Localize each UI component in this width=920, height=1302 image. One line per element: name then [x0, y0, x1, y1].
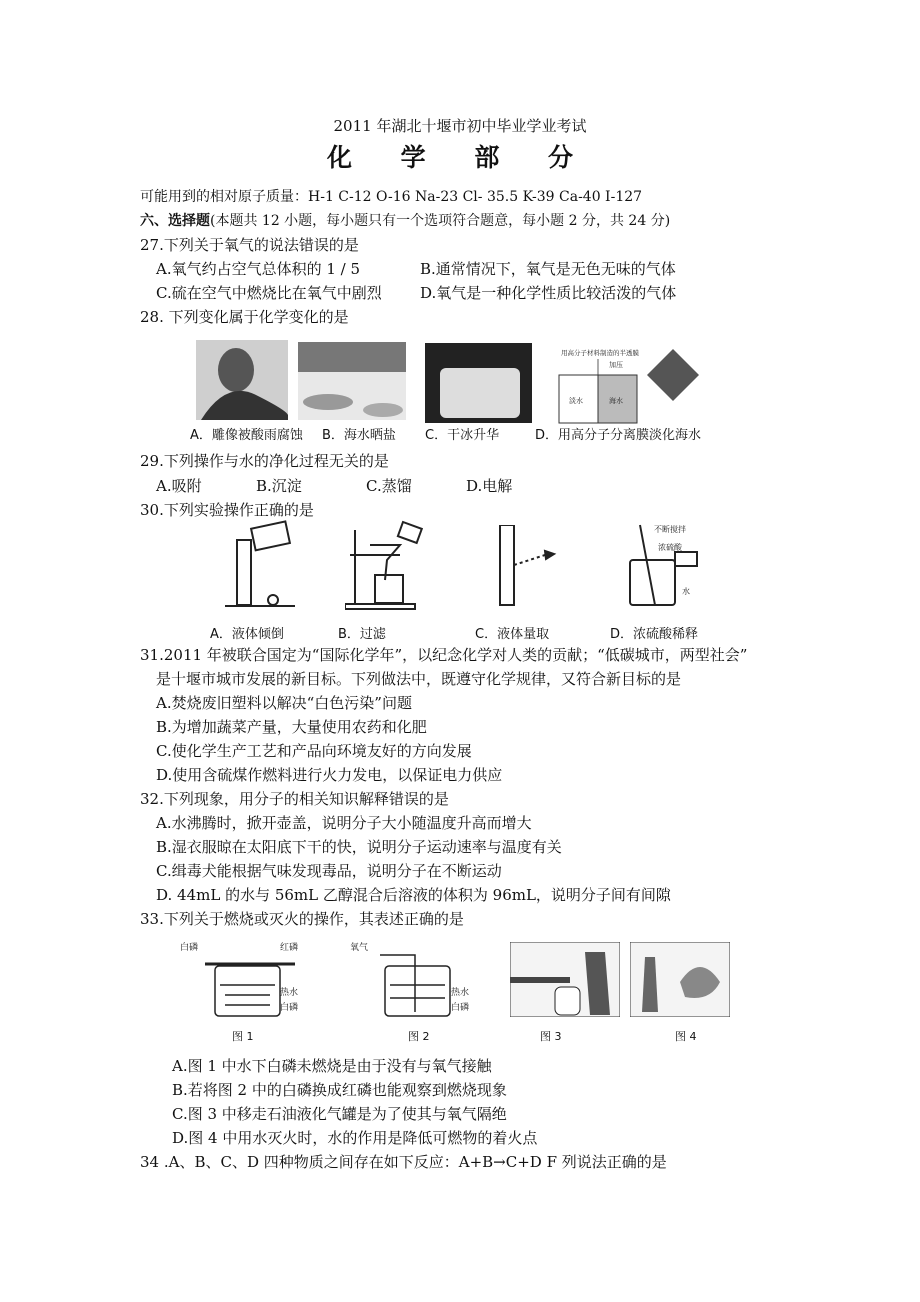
q27-option-b: B.通常情况下，氧气是无色无味的气体	[420, 260, 676, 278]
q32-option-a: A.水沸腾时，掀开壶盖，说明分子大小随温度升高而增大	[156, 814, 532, 832]
figure3-caption: 图 3	[540, 1030, 562, 1043]
figure4-caption: 图 4	[675, 1030, 697, 1043]
pouring-image	[225, 520, 295, 610]
membrane-label: 用高分子材料制造的半透膜	[561, 349, 639, 357]
q30-option-a: A．液体倾倒	[210, 627, 284, 642]
section-label: 六、选择题	[140, 213, 210, 229]
water-label: 水	[682, 587, 690, 596]
q27-option-a: A.氧气约占空气总体积的 1 / 5	[156, 260, 361, 278]
section-subtitle: 化 学 部 分	[326, 143, 594, 172]
exam-title: 2011 年湖北十堰市初中毕业学业考试	[333, 117, 587, 135]
figure1-beaker	[180, 940, 310, 1020]
q31-option-a: A.焚烧废旧塑料以解决“白色污染”问题	[156, 694, 412, 712]
stir-label: 不断搅拌	[654, 525, 686, 534]
membrane-image	[555, 343, 705, 425]
white-p-label-2: 白磷	[280, 1003, 299, 1013]
hot-water-label: 热水	[280, 988, 299, 998]
q27-option-d: D.氧气是一种化学性质比较活泼的气体	[420, 284, 677, 302]
q28-option-d: D．用高分子分离膜淡化海水	[535, 428, 702, 443]
q33-option-d: D.图 4 中用水灭火时，水的作用是降低可燃物的着火点	[172, 1129, 538, 1147]
q28-option-c: C．干冰升华	[425, 428, 500, 443]
white-p-label: 白磷	[180, 943, 199, 953]
figure3-kitchen	[510, 942, 620, 1017]
q34-stem: 34 .A、B、C、D 四种物质之间存在如下反应：A+B→C+D F 列说法正确的是	[140, 1153, 667, 1171]
q32-stem: 32.下列现象，用分子的相关知识解释错误的是	[140, 790, 449, 808]
oxygen-label: 氧气	[350, 943, 369, 953]
q30-option-c: C．液体量取	[475, 627, 550, 642]
q31-option-c: C.使化学生产工艺和产品向环境友好的方向发展	[156, 742, 472, 760]
q30-option-d: D．浓硫酸稀释	[610, 627, 699, 642]
q29-option-d: D.电解	[466, 477, 513, 495]
section-heading	[140, 211, 670, 231]
q30-option-b: B．过滤	[338, 627, 386, 642]
q27-stem: 27.下列关于氧气的说法错误的是	[140, 236, 359, 254]
figure4-fire	[630, 942, 730, 1017]
q33-option-a: A.图 1 中水下白磷未燃烧是由于没有与氧气接触	[172, 1057, 492, 1075]
q29-stem: 29.下列操作与水的净化过程无关的是	[140, 452, 389, 470]
q32-option-b: B.湿衣服晾在太阳底下干的快，说明分子运动速率与温度有关	[156, 838, 562, 856]
dry-ice-image	[425, 343, 532, 423]
q27-option-c: C.硫在空气中燃烧比在氧气中剧烈	[156, 284, 382, 302]
q30-stem: 30.下列实验操作正确的是	[140, 501, 314, 519]
figure2-beaker	[345, 940, 475, 1020]
hot-water-label-2: 热水	[451, 988, 470, 998]
q28-option-b: B．海水晒盐	[322, 428, 396, 443]
acid-label: 浓硫酸	[658, 543, 682, 552]
q31-option-b: B.为增加蔬菜产量，大量使用农药和化肥	[156, 718, 427, 736]
q33-stem: 33.下列关于燃烧或灭火的操作，其表述正确的是	[140, 910, 464, 928]
q28-option-a: A．雕像被酸雨腐蚀	[190, 428, 303, 443]
sea-salt-image	[298, 342, 406, 420]
pressure-label: 加压	[609, 361, 623, 369]
fresh-water-label: 淡水	[569, 397, 583, 405]
red-p-label: 红磷	[280, 943, 299, 953]
q31-stem-cont: 是十堰市城市发展的新目标。下列做法中，既遵守化学规律，又符合新目标的是	[156, 670, 682, 688]
q33-option-b: B.若将图 2 中的白磷换成红磷也能观察到燃烧现象	[172, 1081, 507, 1099]
q32-option-c: C.缉毒犬能根据气味发现毒品，说明分子在不断运动	[156, 862, 502, 880]
white-p-label-3: 白磷	[451, 1003, 470, 1013]
measuring-image	[490, 525, 570, 610]
statue-image	[196, 340, 288, 420]
seawater-label: 海水	[609, 397, 623, 405]
figure2-caption: 图 2	[408, 1030, 430, 1043]
q29-option-b: B.沉淀	[256, 477, 302, 495]
filtration-image	[345, 520, 425, 610]
section-note: (本题共 12 小题，每小题只有一个选项符合题意，每小题 2 分，共 24 分)	[210, 213, 671, 229]
q29-option-c: C.蒸馏	[366, 477, 412, 495]
q29-option-a: A.吸附	[156, 477, 202, 495]
q32-option-d: D. 44mL 的水与 56mL 乙醇混合后溶液的体积为 96mL，说明分子间有间隙	[156, 886, 671, 904]
q31-option-d: D.使用含硫煤作燃料进行火力发电，以保证电力供应	[156, 766, 503, 784]
q28-stem: 28. 下列变化属于化学变化的是	[140, 308, 349, 326]
q33-option-c: C.图 3 中移走石油液化气罐是为了使其与氧气隔绝	[172, 1105, 507, 1123]
atomic-masses: 可能用到的相对原子质量：H-1 C-12 O-16 Na-23 Cl- 35.5 K-39 Ca-40 I-127	[140, 189, 643, 205]
figure1-caption: 图 1	[232, 1030, 254, 1043]
dilution-image	[620, 520, 730, 610]
q31-stem: 31.2011 年被联合国定为“国际化学年”，以纪念化学对人类的贡献；“低碳城市，两型社会”	[140, 646, 748, 664]
